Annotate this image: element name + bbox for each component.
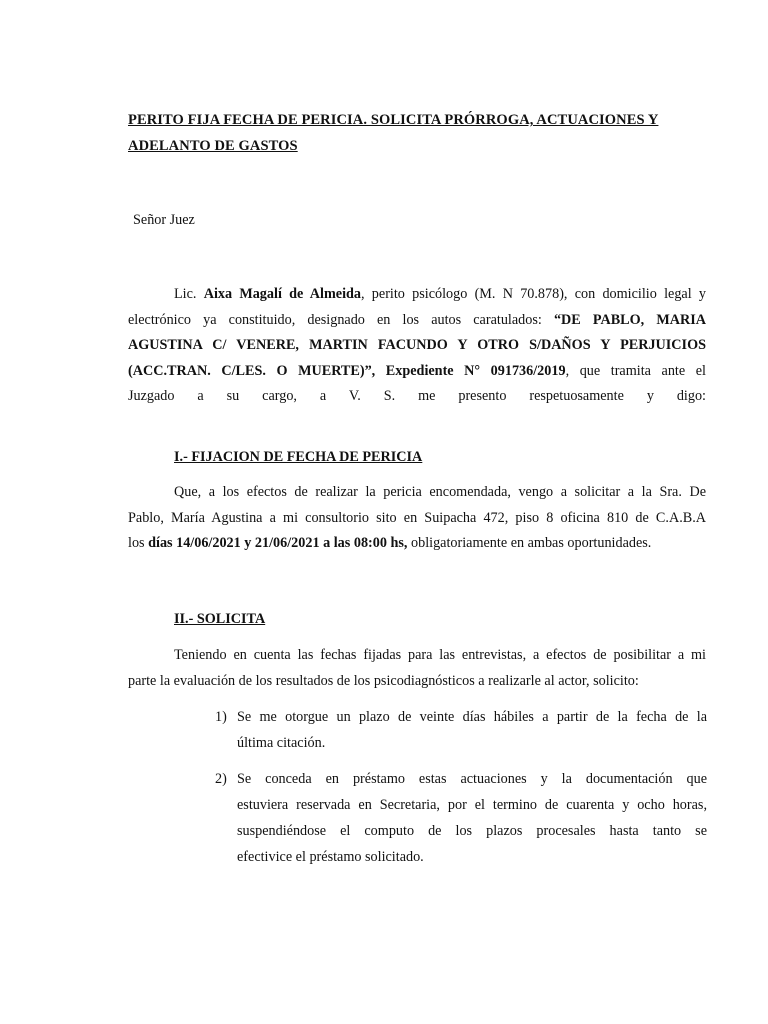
section-1-heading: I.- FIJACION DE FECHA DE PERICIA [174, 449, 423, 465]
intro-line [128, 333, 706, 359]
section-1-paragraph [128, 480, 706, 557]
case-number: (ACC.TRAN. C/LES. O MUERTE)”, Expediente N° 091736/2019 [128, 362, 566, 379]
intro-line: Lic. Aixa Magalí de Almeida, perito psicólogo (M. N 70.878), con domicilio legal y [174, 286, 706, 302]
title-line-2: ADELANTO DE GASTOS [128, 138, 298, 154]
list-line: estuviera reservada en Secretaria, por el termino de cuarenta y ocho horas, [237, 797, 707, 813]
list-item-1 [215, 704, 707, 756]
list-line: efectivice el préstamo solicitado. [237, 849, 424, 865]
intro-line: (ACC.TRAN. C/LES. O MUERTE)”, Expediente N° 091736/2019, que tramita ante el [128, 362, 706, 379]
list-line: última citación. [237, 735, 326, 751]
section-2-paragraph [128, 643, 706, 694]
document-title [128, 107, 708, 159]
intro-line: Juzgado a su cargo, a V. S. me presento respetuosamente y digo: [128, 388, 706, 404]
list-line: Se conceda en préstamo estas actuaciones y la documentación que [237, 771, 707, 787]
list-line: suspendiéndose el computo de los plazos procesales hasta tanto se [237, 823, 707, 839]
section-1-line: los días 14/06/2021 y 21/06/2021 a las 08:00 hs, obligatoriamente en ambas oportunidades. [128, 535, 652, 551]
list-number: 1) [215, 709, 227, 725]
appointment-dates: días 14/06/2021 y 21/06/2021 a las 08:00 hs, [148, 535, 408, 551]
title-line-1: PERITO FIJA FECHA DE PERICIA. SOLICITA PRÓRROGA, ACTUACIONES Y [128, 112, 659, 128]
section-2-line: Teniendo en cuenta las fechas fijadas para las entrevistas, a efectos de posibilitar a mi [174, 647, 706, 663]
section-2-line: parte la evaluación de los resultados de los psicodiagnósticos a realizarle al actor, solicito: [128, 672, 639, 689]
section-1-line: Que, a los efectos de realizar la pericia encomendada, vengo a solicitar a la Sra. De [174, 484, 706, 500]
salutation: Señor Juez [133, 212, 195, 228]
case-caption: AGUSTINA C/ VENERE, MARTIN FACUNDO Y OTRO S/DAÑOS Y PERJUICIOS [128, 337, 706, 353]
expert-name: Aixa Magalí de Almeida [203, 286, 362, 302]
section-1-line: Pablo, María Agustina a mi consultorio sito en Suipacha 472, piso 8 oficina 810 de C.A.B.A [128, 509, 706, 526]
list-line: Se me otorgue un plazo de veinte días hábiles a partir de la fecha de la [237, 709, 707, 725]
list-number: 2) [215, 771, 227, 787]
intro-line: electrónico ya constituido, designado en los autos caratulados: “DE PABLO, MARIA [128, 311, 706, 328]
list-item-2 [215, 766, 707, 870]
section-2-heading: II.- SOLICITA [174, 611, 266, 627]
intro-paragraph [128, 282, 706, 410]
